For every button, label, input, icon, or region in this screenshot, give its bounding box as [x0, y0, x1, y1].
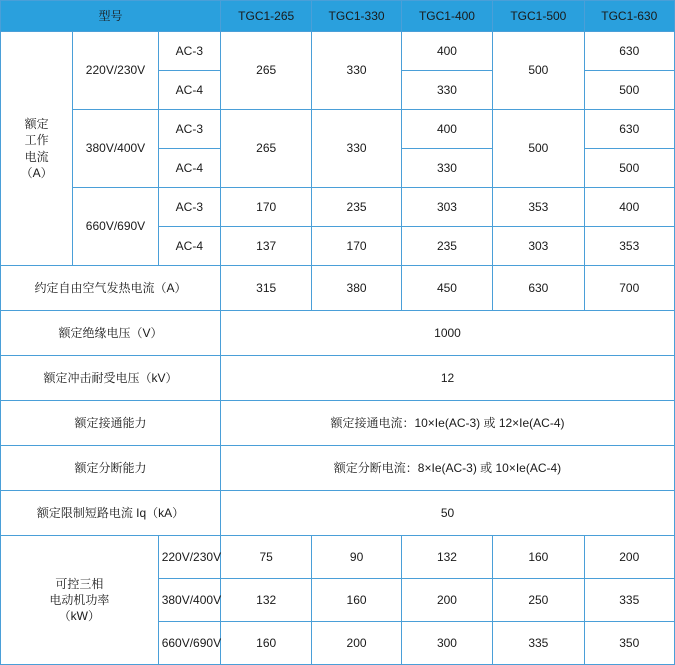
motor-380-m2: 160 [312, 579, 401, 622]
v380-ac3-m3-value: 400 [401, 110, 492, 149]
table-row [1, 446, 675, 491]
category-ac3-220: AC-3 [158, 32, 220, 71]
thermal-current-m4: 630 [493, 266, 584, 311]
table-row [1, 32, 675, 71]
motor-380-m5: 335 [584, 579, 674, 622]
v660-ac4-m4-value: 303 [493, 227, 584, 266]
table-row [1, 401, 675, 446]
v220-m2-value: 330 [312, 32, 401, 110]
header-model-5: TGC1-630 [584, 1, 674, 32]
v220-ac4-m5-value: 500 [584, 71, 674, 110]
motor-voltage-380: 380V/400V [158, 579, 220, 622]
v660-ac3-m4-value: 353 [493, 188, 584, 227]
group-label-line-3: 电流 [24, 149, 49, 164]
making-capacity-value: 额定接通电流：10×Ie(AC-3) 或 12×Ie(AC-4) [220, 401, 674, 446]
row-label-short-circuit-current: 额定限制短路电流 Iq（kA） [1, 491, 221, 536]
motor-220-m1: 75 [220, 536, 311, 579]
v380-m1-value: 265 [220, 110, 311, 188]
motor-380-m1: 132 [220, 579, 311, 622]
motor-660-m2: 200 [312, 622, 401, 665]
table-row [1, 356, 675, 401]
v220-ac3-m5-value: 630 [584, 32, 674, 71]
breaking-capacity-value: 额定分断电流：8×Ie(AC-3) 或 10×Ie(AC-4) [220, 446, 674, 491]
category-ac3-660: AC-3 [158, 188, 220, 227]
motor-220-m2: 90 [312, 536, 401, 579]
motor-380-m4: 250 [493, 579, 584, 622]
v660-ac3-m2-value: 235 [312, 188, 401, 227]
motor-660-m3: 300 [401, 622, 492, 665]
thermal-current-m1: 315 [220, 266, 311, 311]
motor-voltage-660: 660V/690V [158, 622, 220, 665]
category-ac3-380: AC-3 [158, 110, 220, 149]
thermal-current-m2: 380 [312, 266, 401, 311]
v220-ac3-m3-value: 400 [401, 32, 492, 71]
row-label-making-capacity: 额定接通能力 [1, 401, 221, 446]
rated-current-group-label [1, 32, 73, 266]
v660-ac3-m3-value: 303 [401, 188, 492, 227]
motor-660-m1: 160 [220, 622, 311, 665]
v660-ac4-m5-value: 353 [584, 227, 674, 266]
table-row [1, 311, 675, 356]
table-row [1, 491, 675, 536]
table-row [1, 266, 675, 311]
category-ac4-380: AC-4 [158, 149, 220, 188]
v220-ac4-m3-value: 330 [401, 71, 492, 110]
row-label-insulation-voltage: 额定绝缘电压（V） [1, 311, 221, 356]
table-row [1, 536, 675, 579]
v380-ac3-m5-value: 630 [584, 110, 674, 149]
short-circuit-current-value: 50 [220, 491, 674, 536]
v220-m4-value: 500 [493, 32, 584, 110]
header-model-4: TGC1-500 [493, 1, 584, 32]
motor-label-line-2: 电动机功率 [49, 592, 110, 607]
motor-380-m3: 200 [401, 579, 492, 622]
group-label-line-4: （A） [20, 165, 53, 180]
motor-660-m4: 335 [493, 622, 584, 665]
table-row [1, 188, 675, 227]
v220-m1-value: 265 [220, 32, 311, 110]
insulation-voltage-value: 1000 [220, 311, 674, 356]
thermal-current-m3: 450 [401, 266, 492, 311]
voltage-label-660: 660V/690V [73, 188, 158, 266]
motor-label-line-1: 可控三相 [55, 576, 104, 591]
voltage-label-220: 220V/230V [73, 32, 158, 110]
row-label-impulse-voltage: 额定冲击耐受电压（kV） [1, 356, 221, 401]
header-model-2: TGC1-330 [312, 1, 401, 32]
table-row [1, 110, 675, 149]
motor-220-m4: 160 [493, 536, 584, 579]
v380-m4-value: 500 [493, 110, 584, 188]
thermal-current-m5: 700 [584, 266, 674, 311]
v380-ac4-m5-value: 500 [584, 149, 674, 188]
row-label-breaking-capacity: 额定分断能力 [1, 446, 221, 491]
motor-voltage-220: 220V/230V [158, 536, 220, 579]
v660-ac3-m1-value: 170 [220, 188, 311, 227]
category-ac4-660: AC-4 [158, 227, 220, 266]
v380-ac4-m3-value: 330 [401, 149, 492, 188]
motor-power-group-label [1, 536, 159, 665]
group-label-line-1: 额定 [24, 117, 49, 132]
header-model-1: TGC1-265 [220, 1, 311, 32]
row-label-thermal-current: 约定自由空气发热电流（A） [1, 266, 221, 311]
v660-ac4-m1-value: 137 [220, 227, 311, 266]
group-label-line-2: 工作 [24, 133, 49, 148]
header-model-label: 型号 [1, 1, 221, 32]
motor-220-m5: 200 [584, 536, 674, 579]
table-header-row [1, 1, 675, 32]
voltage-label-380: 380V/400V [73, 110, 158, 188]
motor-220-m3: 132 [401, 536, 492, 579]
impulse-voltage-value: 12 [220, 356, 674, 401]
v660-ac3-m5-value: 400 [584, 188, 674, 227]
v660-ac4-m2-value: 170 [312, 227, 401, 266]
v660-ac4-m3-value: 235 [401, 227, 492, 266]
v380-m2-value: 330 [312, 110, 401, 188]
motor-660-m5: 350 [584, 622, 674, 665]
category-ac4-220: AC-4 [158, 71, 220, 110]
motor-label-line-3: （kW） [58, 609, 100, 624]
header-model-3: TGC1-400 [401, 1, 492, 32]
